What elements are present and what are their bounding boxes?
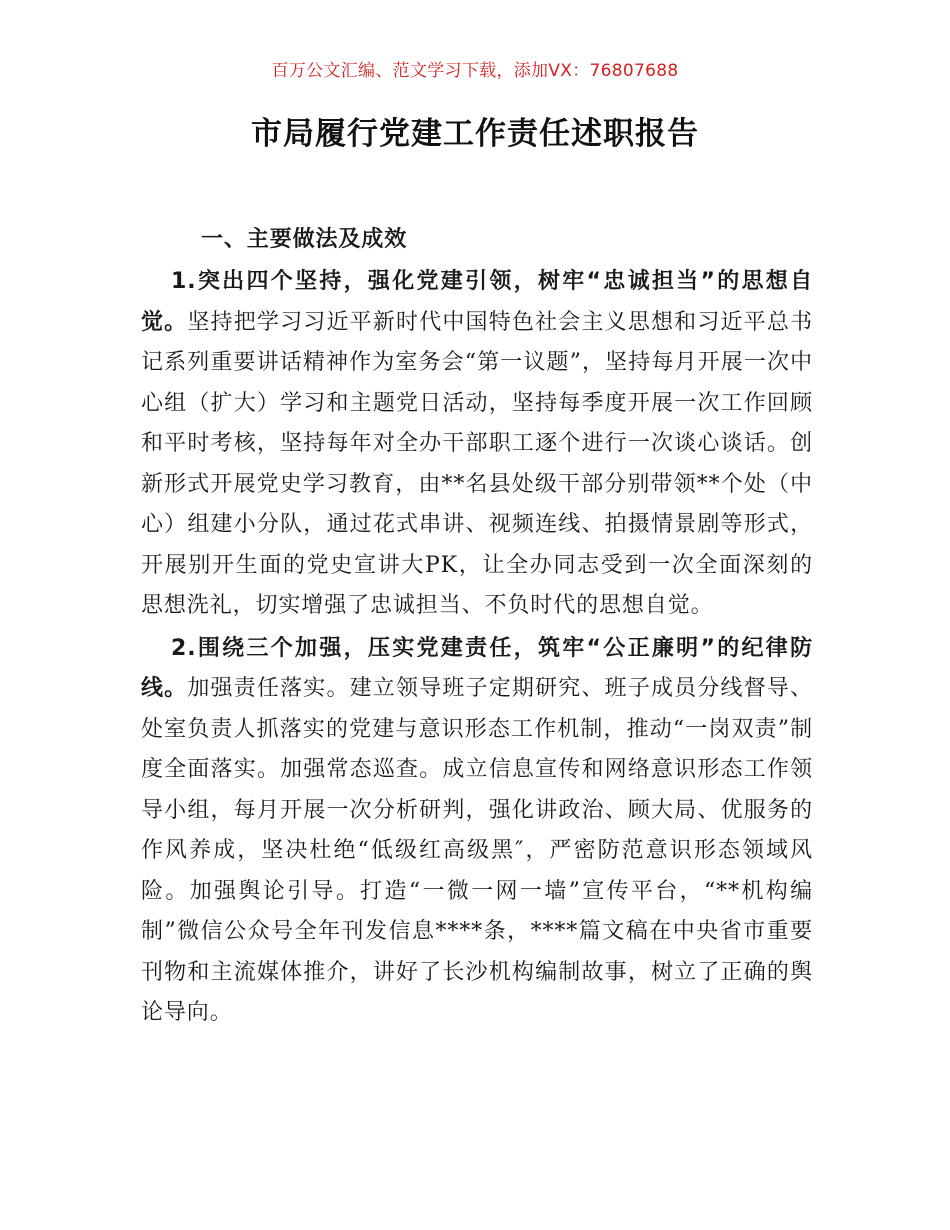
section-heading: 一、主要做法及成效 [201,227,408,252]
paragraph-1 [141,262,813,627]
paragraph-1-body: 坚持把学习习近平新时代中国特色社会主义思想和习近平总书记系列重要讲话精神作为室务会“第一议题”，坚持每月开展一次中心组（扩大）学习和主题党日活动，坚持每季度开展一次工作回顾和平时考核，坚持每年对全办干部职工逐个进行一次谈心谈话。创新形式开展党史学习教育，由**名县处级干部分别带领**个处（中心）组建小分队，通过花式串讲、视频连线、拍摄情景剧等形式，开展别开生面的党史宣讲大PK，让全办同志受到一次全面深刻的思想洗礼，切实增强了忠诚担当、不负时代的思想自觉。 [141,309,813,618]
paragraph-1-lead: 1.突出四个坚持，强化党建引领，树牢“忠诚担当”的思想自觉。 [141,269,813,335]
paragraph-2-body: 加强责任落实。建立领导班子定期研究、班子成员分线督导、处室负责人抓落实的党建与意识形态工作机制，推动“一岗双责”制度全面落实。加强常态巡查。成立信息宣传和网络意识形态工作领导小组，每月开展一次分析研判，强化讲政治、顾大局、优服务的作风养成，坚决杜绝“低级红高级黑″，严密防范意识形态领域风险。加强舆论引导。打造“一微一网一墙”宣传平台，“**机构编制”微信公众号全年刊发信息****条，****篇文稿在中央省市重要刊物和主流媒体推介，讲好了长沙机构编制故事，树立了正确的舆论导向。 [141,676,813,1025]
document-body [141,222,813,1034]
watermark-banner: 百万公文汇编、范文学习下载，添加VX：76807688 [271,61,679,81]
page-title: 市局履行党建工作责任述职报告 [251,116,699,152]
paragraph-2-lead: 2.围绕三个加强，压实党建责任，筑牢“公正廉明”的纪律防线。 [141,635,813,701]
paragraph-2 [141,629,813,1034]
